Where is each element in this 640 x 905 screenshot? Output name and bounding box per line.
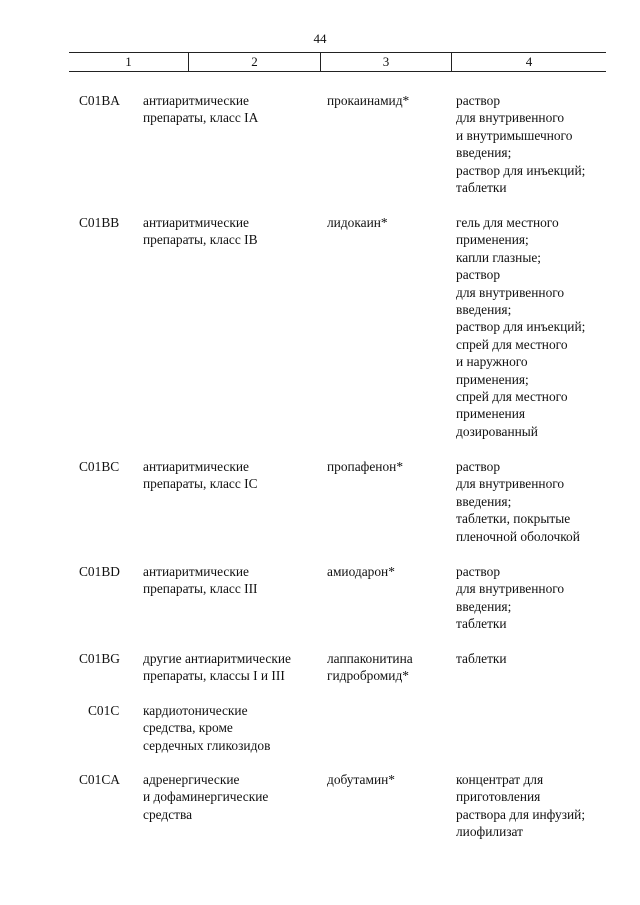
atc-code: C01CA <box>79 772 120 787</box>
header-col-4: 4 <box>525 54 533 69</box>
drug-name: амиодарон* <box>327 564 395 579</box>
pharmacological-group: антиаритмические препараты, класс IB <box>143 215 258 248</box>
dosage-forms: раствор для внутривенного введения; таблетки, покрытые пленочной оболочкой <box>456 459 580 544</box>
atc-code: C01BB <box>79 215 120 230</box>
atc-code: C01BC <box>79 459 120 474</box>
drug-name: добутамин* <box>327 772 395 787</box>
pharmacological-group: антиаритмические препараты, класс IA <box>143 93 259 126</box>
dosage-forms: раствор для внутривенного и внутримышечного введения; раствор для инъекций; таблетки <box>456 93 586 196</box>
pharmacological-group: другие антиаритмические препараты, классы I и III <box>143 651 291 684</box>
pharmacological-group: антиаритмические препараты, класс III <box>143 564 258 597</box>
atc-code: C01BG <box>79 651 120 666</box>
dosage-forms: таблетки <box>456 651 507 666</box>
dosage-forms: концентрат для приготовления раствора для инфузий; лиофилизат <box>456 772 586 840</box>
atc-code: C01BA <box>79 93 120 108</box>
page-number: 44 <box>313 31 327 46</box>
pharmacological-group: кардиотонические средства, кроме сердечных гликозидов <box>143 703 271 753</box>
header-col-3: 3 <box>321 53 452 71</box>
atc-code: C01C <box>88 703 120 718</box>
header-col-1: 1 <box>69 53 189 71</box>
atc-code: C01BD <box>79 564 120 579</box>
dosage-forms: гель для местного применения; капли глазные; раствор для внутривенного введения; раствор для инъекций; спрей для местного и наружного применения; спрей для местного применения дозированный <box>456 215 586 439</box>
table-header <box>69 52 606 72</box>
drug-name: пропафенон* <box>327 459 404 474</box>
drug-name: лидокаин* <box>327 215 388 230</box>
drug-name: лаппаконитина гидробромид* <box>327 651 413 684</box>
pharmacological-group: адренергические и дофаминергические средства <box>143 772 269 822</box>
drug-name: прокаинамид* <box>327 93 410 108</box>
dosage-forms: раствор для внутривенного введения; таблетки <box>456 564 565 632</box>
header-col-2: 2 <box>189 53 321 71</box>
pharmacological-group: антиаритмические препараты, класс IC <box>143 459 258 492</box>
